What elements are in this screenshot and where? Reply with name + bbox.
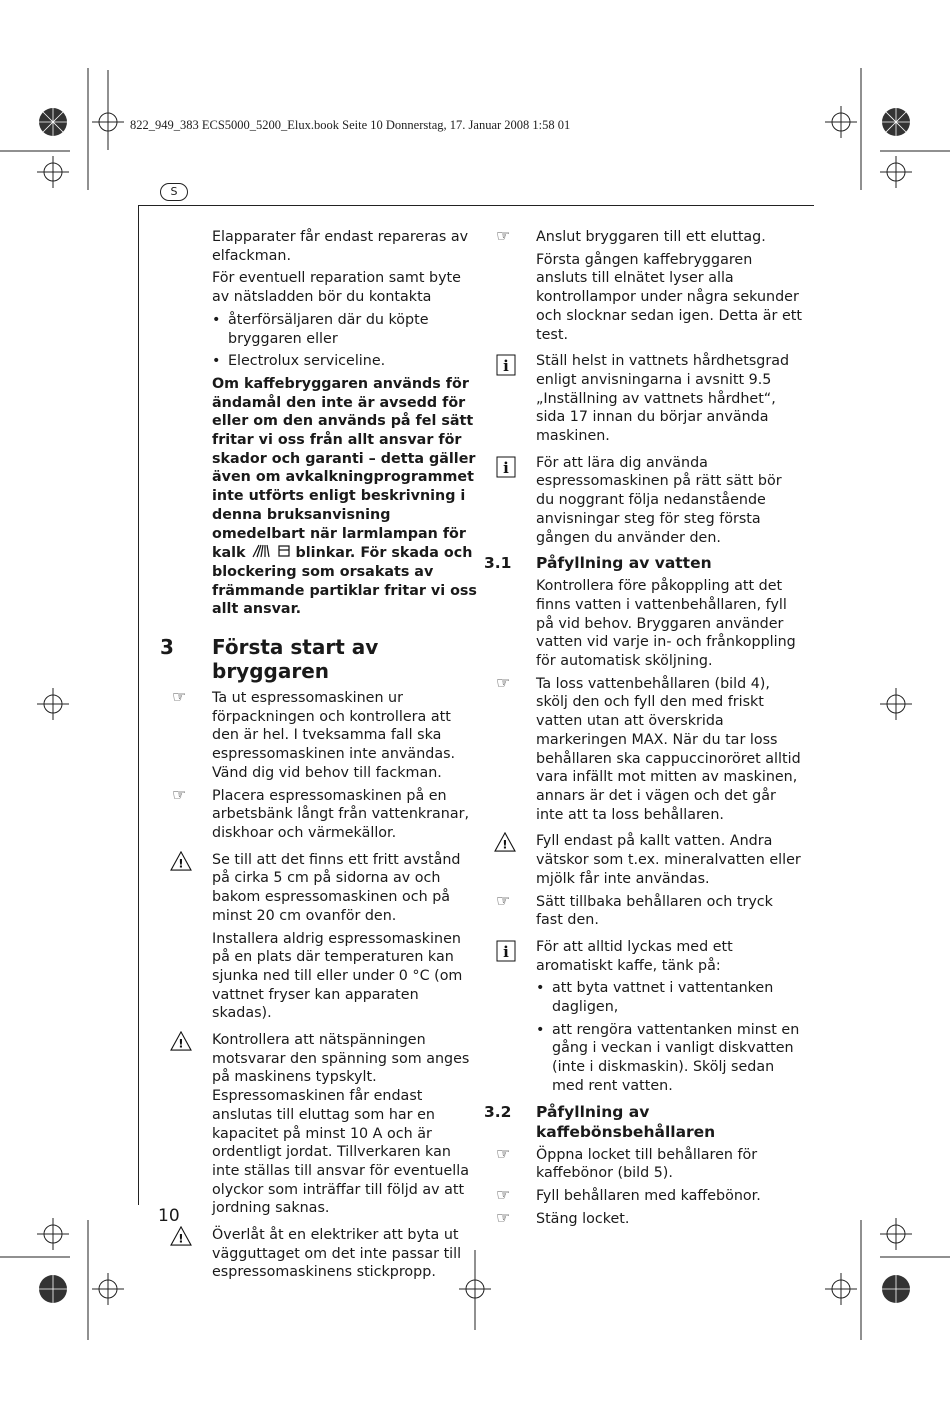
info-icon bbox=[496, 354, 516, 376]
hand-pointer-icon: ☞ bbox=[172, 687, 187, 707]
info-note: i För att alltid lyckas med ett aromatiskt kaffe, tänk på: bbox=[536, 938, 804, 975]
hand-pointer-icon: ☞ bbox=[496, 1184, 511, 1204]
subsection-number: 3.2 bbox=[484, 1102, 512, 1121]
step: ☞ Öppna locket till behållaren för kaffebönor (bild 5). bbox=[496, 1143, 758, 1182]
page-number: 10 bbox=[158, 1206, 180, 1226]
paragraph: Kontrollera före påkoppling att det finns vatten i vattenbehållaren, fyll på vid behov. Bryggaren använder vatten vid varje in- och frånkoppling för automatisk sköljning. bbox=[536, 578, 796, 670]
hand-pointer-icon: ☞ bbox=[172, 784, 187, 804]
hand-pointer-icon: ☞ bbox=[496, 1143, 511, 1163]
descale-icon bbox=[251, 543, 291, 559]
paragraph: Elapparater får endast repareras av elfackman. bbox=[212, 229, 469, 264]
hand-pointer-icon: ☞ bbox=[496, 890, 511, 910]
step: ☞ Ta loss vattenbehållaren (bild 4), skölj den och fyll den med friskt vatten utan att överskrida markeringen MAX. När du tar loss behållaren ska cappuccinoröret alltid vara infällt mot mitten av maskinen, annars är det i vägen och det går inte att ta loss behållaren. bbox=[496, 672, 801, 823]
svg-text:!: ! bbox=[502, 837, 508, 852]
step: ☞ Ta ut espressomaskinen ur förpackningen och kontrollera att den är hel. I tveksamma fall ska espressomaskinen inte användas. Vänd dig vid behov till fackman. bbox=[172, 687, 456, 781]
subsection-number: 3.1 bbox=[484, 554, 512, 573]
paragraph: Installera aldrig espressomaskinen på en plats där temperaturen kan sjunka ned till eller under 0 °C (om vattnet fryser kan apparaten skadas). bbox=[212, 930, 463, 1022]
info-note: i Ställ helst in vattnets hårdhetsgrad enligt anvisningarna i avsnitt 9.5 „Inställning av vattnets hårdhet“, sida 17 innan du börjar använda maskinen. bbox=[536, 352, 804, 446]
warning: ! Överlåt åt en elektriker att byta ut vägguttaget om det inte passar till espressomaskinens stickpropp. bbox=[212, 1226, 477, 1282]
subsection-heading: 3.1 Påfyllning av vatten bbox=[484, 554, 712, 573]
step: ☞ Fyll behållaren med kaffebönor. bbox=[536, 1187, 804, 1206]
warning-icon bbox=[170, 1031, 192, 1051]
warning: ! Fyll endast på kallt vatten. Andra vätskor som t.ex. mineralvatten eller mjölk får inte användas. bbox=[536, 832, 804, 888]
hand-pointer-icon: ☞ bbox=[496, 226, 511, 245]
subsection-heading: 3.2 Påfyllning av kaffebönsbehållaren bbox=[484, 1102, 716, 1141]
left-rule bbox=[138, 205, 139, 1205]
hand-pointer-icon: ☞ bbox=[496, 672, 511, 692]
svg-text:i: i bbox=[503, 942, 509, 961]
info-icon bbox=[496, 456, 516, 478]
hand-pointer-icon: ☞ bbox=[496, 1207, 511, 1227]
svg-text:i: i bbox=[503, 357, 509, 376]
step: ☞ Placera espressomaskinen på en arbetsbänk långt från vattenkranar, diskhoar och värmekällor. bbox=[172, 784, 470, 841]
warning: ! Se till att det finns ett fritt avstånd på cirka 5 cm på sidorna av och bakom espressomaskinen och på minst 20 cm ovanför den. bbox=[212, 851, 477, 926]
info-note: i För att lära dig använda espressomaskinen på rätt sätt bör du noggrant följa nedanstående anvisningar steg för steg första gången du använder den. bbox=[536, 454, 804, 548]
liability-note: Om kaffebryggaren används för ändamål den inte är avsedd för eller om den används på fel sätt fritar vi oss från allt ansvar för skador och garanti – detta gäller även om avkalkningprogrammet inte utförts enligt beskrivning i denna bruksanvisning omedelbart när larmlampan för kalk blinkar. För skada och blockering som orsakats av främmande partiklar fritar vi oss allt ansvar. bbox=[212, 375, 477, 618]
list-item: • återförsäljaren där du köpte bryggaren eller bbox=[212, 311, 429, 347]
step: ☞ Sätt tillbaka behållaren och tryck fast den. bbox=[496, 890, 773, 929]
list-item: • att rengöra vattentanken minst en gång i veckan i vanligt diskvatten (inte i diskmaskin). Skölj sedan med rent vatten. bbox=[536, 1021, 800, 1094]
book-header-line: 822_949_383 ECS5000_5200_Elux.book Seite 10 Donnerstag, 17. Januar 2008 1:58 01 bbox=[130, 118, 571, 132]
top-rule bbox=[138, 205, 814, 206]
paragraph: Första gången kaffebryggaren ansluts till elnätet lyser alla kontrollampor under några sekunder och slocknar sedan igen. Detta är ett test. bbox=[536, 251, 802, 343]
svg-text:!: ! bbox=[178, 856, 184, 871]
right-column bbox=[484, 226, 804, 1232]
language-badge: S bbox=[160, 183, 188, 201]
left-column bbox=[160, 228, 477, 1286]
paragraph: För eventuell reparation samt byte av nätsladden bör du kontakta bbox=[212, 270, 461, 306]
step: ☞ Anslut bryggaren till ett eluttag. bbox=[536, 228, 804, 247]
svg-text:i: i bbox=[503, 458, 509, 477]
warning-icon bbox=[170, 851, 192, 871]
warning-icon bbox=[170, 1226, 192, 1246]
step: ☞ Stäng locket. bbox=[536, 1210, 804, 1229]
svg-text:!: ! bbox=[178, 1036, 184, 1051]
list-item: • Electrolux serviceline. bbox=[212, 353, 386, 370]
section-heading: 3 Första start av bryggaren bbox=[160, 635, 379, 684]
list-item: • att byta vattnet i vattentanken dagligen, bbox=[536, 980, 774, 1016]
section-number: 3 bbox=[160, 635, 174, 660]
warning-icon bbox=[494, 832, 516, 852]
warning: ! Kontrollera att nätspänningen motsvarar den spänning som anges på maskinens typskylt. Espressomaskinen får endast anslutas till eluttag som har en kapacitet på minst 10 A och är ordentligt jordat. Tillverkaren kan inte ställas till ansvar för eventuella olyckor som inträffar till följd av att jordning saknas. bbox=[212, 1031, 477, 1218]
svg-text:!: ! bbox=[178, 1231, 184, 1246]
info-icon bbox=[496, 940, 516, 962]
